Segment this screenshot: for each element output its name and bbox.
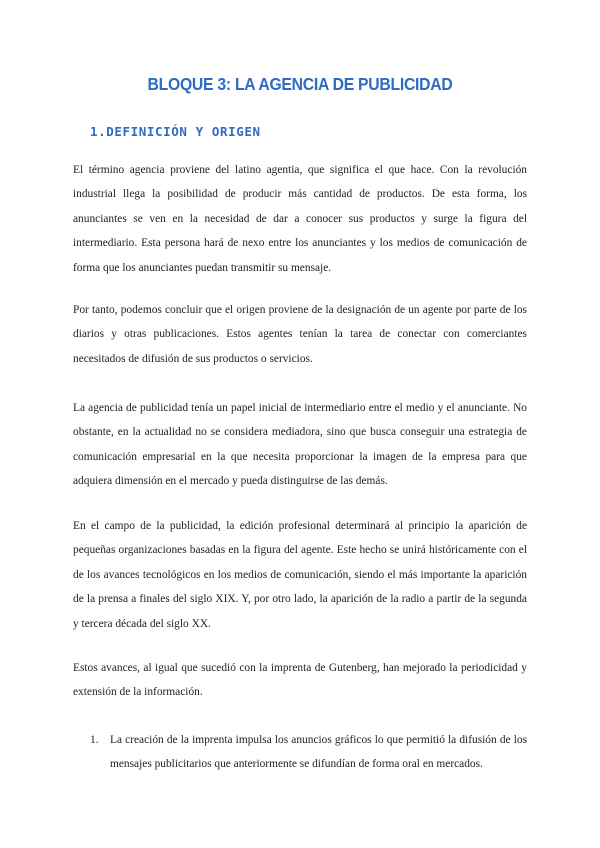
section-heading: 1.DEFINICIÓN Y ORIGEN xyxy=(90,124,261,139)
numbered-list xyxy=(90,728,527,777)
list-item xyxy=(90,728,527,777)
list-item-number: 1. xyxy=(90,734,99,746)
paragraph: El término agencia proviene del latino agentia, que significa el que hace. Con la revolución industrial llega la posibilidad de producir más cantidad de productos. De esta forma, los anunciantes se ven en la necesidad de dar a conocer sus productos y surge la figura del intermediario. Esta persona hará de nexo entre los anunciantes y los medios de comunicación de forma que los anunciantes puedan transmitir su mensaje. xyxy=(73,164,527,274)
list-item-text: La creación de la imprenta impulsa los anuncios gráficos lo que permitió la difusión de los mensajes publicitarios que anteriormente se difundían de forma oral en mercados. xyxy=(110,734,527,771)
paragraph: La agencia de publicidad tenía un papel inicial de intermediario entre el medio y el anunciante. No obstante, en la actualidad no se considera mediadora, sino que busca conseguir una estrategia de comunicación empresarial en la que necesita proporcionar la imagen de la empresa para que adquiera dimensión en el mercado y pueda distinguirse de las demás. xyxy=(73,402,527,488)
paragraph: Por tanto, podemos concluir que el origen proviene de la designación de un agente por parte de los diarios y otras publicaciones. Estos agentes tenían la tarea de conectar con comerciantes necesitados de difusión de sus productos o servicios. xyxy=(73,304,527,365)
paragraph: Estos avances, al igual que sucedió con la imprenta de Gutenberg, han mejorado la periodicidad y extensión de la información. xyxy=(73,662,527,699)
paragraph: En el campo de la publicidad, la edición profesional determinará al principio la aparición de pequeñas organizaciones basadas en la figura del agente. Este hecho se unirá históricamente con el de los avances tecnológicos en los medios de comunicación, siendo el más importante la aparición de la prensa a finales del siglo XIX. Y, por otro lado, la aparición de la radio a partir de la segunda y tercera década del siglo XX. xyxy=(73,520,527,630)
page-title: BLOQUE 3: LA AGENCIA DE PUBLICIDAD xyxy=(147,74,453,94)
